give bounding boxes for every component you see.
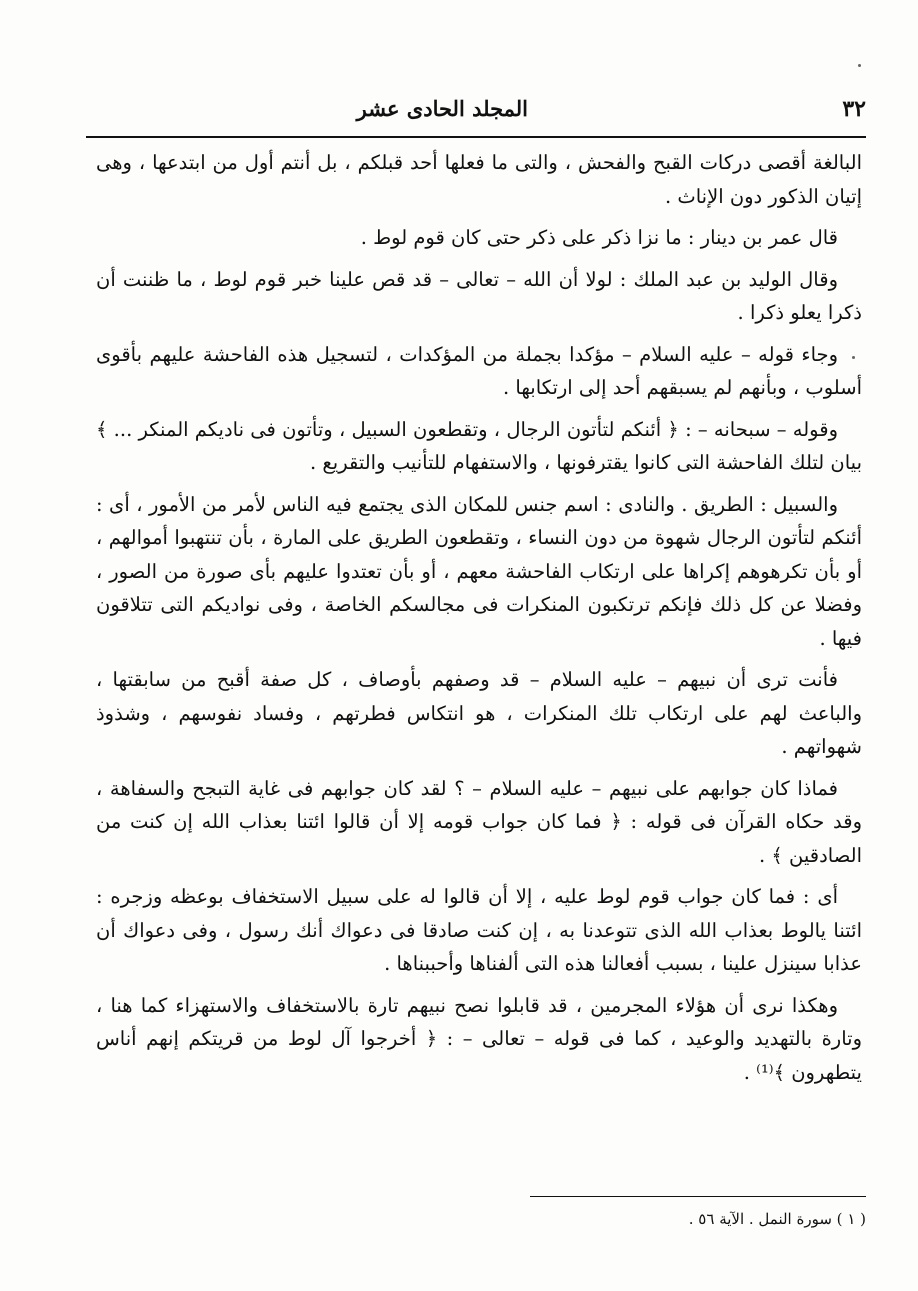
paragraph-6: والسبيل : الطريق . والنادى : اسم جنس للمكان الذى يجتمع فيه الناس لأمر من الأمور ، أى : أئنكم لتأتون الرجال شهوة من دون النساء ، وتقطعون الطريق على المارة ، بأن تنتهبوا أموالهم ، أو بأن تكرهوهم إكراها على ارتكاب الفاحشة معهم ، أو بأن تعتدوا عليهم بأى صورة من الصور ، وفضلا عن كل ذلك فإنكم ترتكبون المنكرات فى مجالسكم الخاصة ، وفى نواديكم التى تتلاقون فيها . <box>96 492 862 650</box>
paragraph-7: فأنت ترى أن نبيهم – عليه السلام – قد وصفهم بأوصاف ، كل صفة أقبح من سابقتها ، والباعث لهم على ارتكاب تلك المنكرات ، هو انتكاس فطرتهم ، وفساد نفوسهم ، وشذوذ شهواتهم . <box>96 668 862 758</box>
page-number: ٣٢ <box>842 96 866 122</box>
scan-speck <box>852 356 855 359</box>
paragraph-5: وقوله – سبحانه – : ﴿ أئنكم لتأتون الرجال ، وتقطعون السبيل ، وتأتون فى ناديكم المنكر ... ﴾ بيان لتلك الفاحشة التى كانوا يقترفونها ، والاستفهام للتأنيب والتقريع . <box>96 417 862 474</box>
footnote: ( ١ ) سورة النمل . الآية ٥٦ . <box>688 1210 866 1228</box>
paragraph-3: وقال الوليد بن عبد الملك : لولا أن الله – تعالى – قد قص علينا خبر قوم لوط ، ما ظننت أن ذكرا يعلو ذكرا . <box>96 267 862 324</box>
running-title: المجلد الحادى عشر <box>356 96 528 121</box>
paragraph-4: وجاء قوله – عليه السلام – مؤكدا بجملة من المؤكدات ، لتسجيل هذه الفاحشة عليهم بأقوى أسلوب ، وبأنهم لم يسبقهم أحد إلى ارتكابها . <box>96 342 862 399</box>
page-header <box>86 94 866 130</box>
scan-speck <box>858 64 861 67</box>
paragraph-2: قال عمر بن دينار : ما نزا ذكر على ذكر حتى كان قوم لوط . <box>360 226 838 249</box>
paragraph-9: أى : فما كان جواب قوم لوط عليه ، إلا أن قالوا له على سبيل الاستخفاف بوعظه وزجره : ائتنا يالوط بعذاب الله الذى تتوعدنا به ، إن كنت صادقا فى دعواك أنك رسول ، وفى دعواك أن عذابا سينزل علينا ، بسبب أفعالنا هذه التى ألفناها وأحببناها . <box>96 885 862 975</box>
footnote-rule <box>530 1196 866 1197</box>
paragraph-10: وهكذا نرى أن هؤلاء المجرمين ، قد قابلوا نصح نبيهم تارة بالاستخفاف والاستهزاء كما هنا ، وتارة بالتهديد والوعيد ، كما فى قوله – تعالى – : ﴿ أخرجوا آل لوط من قريتكم إنهم أناس يتطهرون ﴾⁽¹⁾ . <box>96 993 862 1084</box>
paragraph-1: البالغة أقصى دركات القبح والفحش ، والتى ما فعلها أحد قبلكم ، بل أنتم أول من ابتدعها ، وهى إتيان الذكور دون الإناث . <box>96 151 862 208</box>
body-text <box>96 146 862 1097</box>
paragraph-8: فماذا كان جوابهم على نبيهم – عليه السلام – ؟ لقد كان جوابهم فى غاية التبجح والسفاهة ، وقد حكاه القرآن فى قوله : ﴿ فما كان جواب قومه إلا أن قالوا ائتنا بعذاب الله إن كنت من الصادقين ﴾ . <box>96 776 862 867</box>
header-rule <box>86 136 866 138</box>
